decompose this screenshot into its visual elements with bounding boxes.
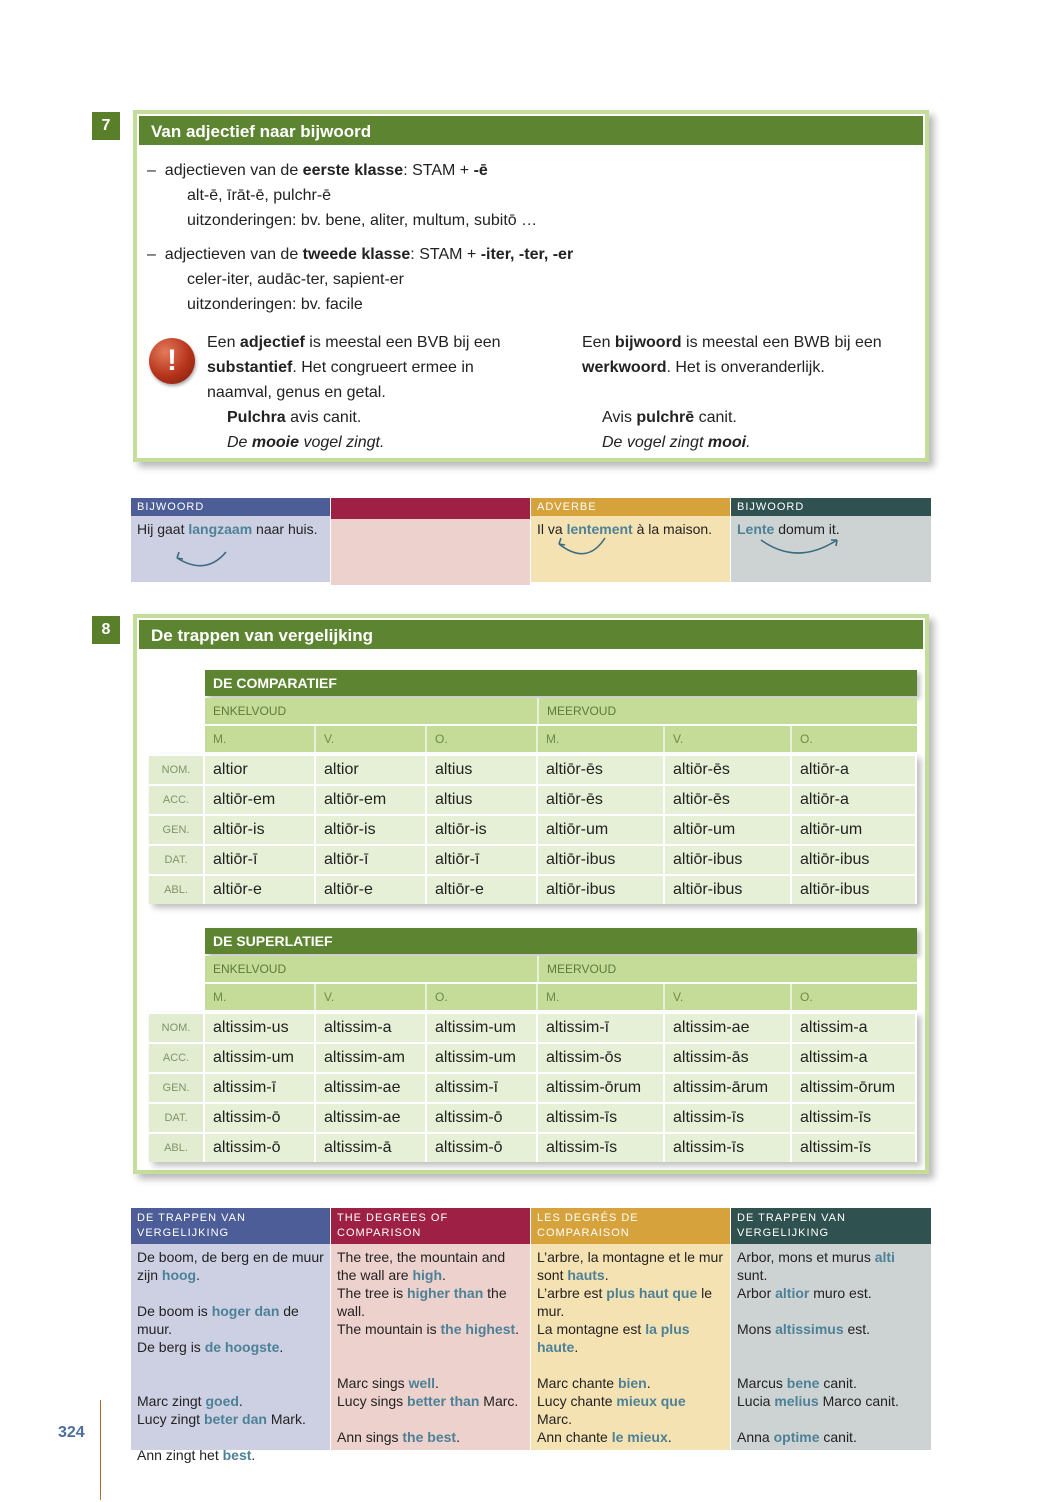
strip-col-latin: BIJWOORD Lente domum it. (731, 498, 931, 582)
rule-second-class-example: celer-iter, audāc-ter, sapient-er (187, 271, 404, 288)
exclamation-icon: ! (149, 338, 195, 384)
number-header-row: ENKELVOUD MEERVOUD (205, 698, 917, 724)
strip-col-english: THE DEGREES OF COMPARISON The tree, the mountain and the wall are high. The tree is higher than the wall. The mountain is the highest. Marc sings well. Lucy sings better than Marc. Ann sings the best. (331, 1208, 531, 1452)
strip-col-french: LES DEGRÉS DE COMPARAISON L’arbre, la montagne et le mur sont hauts. L’arbre est plus haut que le mur. La montagne est la plus haute. Marc chante bien. Lucy chante mieux que Marc. Ann chante le mieux. (531, 1208, 731, 1452)
table-row: ABL. altissim-ō altissim-ā altissim-ō altissim-īs altissim-īs altissim-īs (149, 1132, 917, 1162)
section-7-title: Van adjectief naar bijwoord (137, 114, 925, 145)
strip-col-latin: DE TRAPPEN VAN VERGELIJKING Arbor, mons et murus alti sunt. Arbor altior muro est. Mons altissimus est. Marcus bene canit. Lucia melius Marco canit. Anna optime canit. (731, 1208, 931, 1452)
rule-second-class-exceptions: uitzonderingen: bv. facile (187, 296, 363, 313)
table-row: ABL. altiōr-e altiōr-e altiōr-e altiōr-ibus altiōr-ibus altiōr-ibus (149, 874, 917, 904)
comparative-title: DE COMPARATIEF (205, 670, 917, 696)
table-row: NOM. altior altior altius altiōr-ēs altiōr-ēs altiōr-a (149, 754, 917, 784)
page-margin-rule (100, 1400, 101, 1500)
table-row: GEN. altissim-ī altissim-ae altissim-ī altissim-ōrum altissim-ārum altissim-ōrum (149, 1072, 917, 1102)
arrow-icon (553, 536, 613, 562)
table-row: ACC. altissim-um altissim-am altissim-um altissim-ōs altissim-ās altissim-a (149, 1042, 917, 1072)
rule-second-class: – adjectieven van de tweede klasse: STAM + -iter, -ter, -er celer-iter, audāc-ter, sapient-er uitzonderingen: bv. facile (147, 242, 573, 317)
gender-header-row: M. V. O. M. V. O. (205, 726, 917, 752)
strip-col-dutch: BIJWOORD Hij gaat langzaam naar huis. (131, 498, 331, 582)
note-adjective: Een adjectief is meestal een BVB bij een substantief. Het congrueert ermee in naamval, genus en getal. Pulchra avis canit. De mooie vogel zingt. (207, 334, 501, 451)
table-row: DAT. altiōr-ī altiōr-ī altiōr-ī altiōr-ibus altiōr-ibus altiōr-ibus (149, 844, 917, 874)
section-7-panel (133, 110, 929, 462)
gender-header-row: M. V. O. M. V. O. (205, 984, 917, 1010)
superlative-title: DE SUPERLATIEF (205, 928, 917, 954)
strip-col-french: ADVERBE Il va lentement à la maison. (531, 498, 731, 582)
arrow-icon (757, 536, 847, 562)
strip-col-dutch: DE TRAPPEN VAN VERGELIJKING De boom, de berg en de muur zijn hoog. De boom is hoger dan de muur. De berg is de hoogste. Marc zingt goed. Lucy zingt beter dan Mark. Ann zingt het best. (131, 1208, 331, 1452)
section-8-title: De trappen van vergelijking (137, 618, 925, 649)
note-adverb: Een bijwoord is meestal een BWB bij een werkwoord. Het is onveranderlijk. Avis pulchrē canit. De vogel zingt mooi. (582, 334, 882, 451)
section-8-panel (133, 614, 929, 1174)
arrow-icon (171, 550, 231, 572)
rule-first-class-exceptions: uitzonderingen: bv. bene, aliter, multum, subitō … (187, 212, 538, 229)
page-number: 324 (58, 1424, 85, 1441)
table-row: GEN. altiōr-is altiōr-is altiōr-is altiōr-um altiōr-um altiōr-um (149, 814, 917, 844)
language-strip-comparison (131, 1208, 931, 1463)
table-row: ACC. altiōr-em altiōr-em altius altiōr-ēs altiōr-ēs altiōr-a (149, 784, 917, 814)
strip-col-english (331, 498, 531, 582)
section-8-number: 8 (92, 616, 120, 644)
rule-first-class-example: alt-ē, īrāt-ē, pulchr-ē (187, 187, 332, 204)
rule-first-class: – adjectieven van de eerste klasse: STAM + -ē alt-ē, īrāt-ē, pulchr-ē uitzonderingen: bv. bene, aliter, multum, subitō … (147, 158, 537, 233)
number-header-row: ENKELVOUD MEERVOUD (205, 956, 917, 982)
table-row: DAT. altissim-ō altissim-ae altissim-ō altissim-īs altissim-īs altissim-īs (149, 1102, 917, 1132)
language-strip-adverb (131, 498, 931, 582)
table-row: NOM. altissim-us altissim-a altissim-um altissim-ī altissim-ae altissim-a (149, 1012, 917, 1042)
section-7-number: 7 (92, 112, 120, 140)
